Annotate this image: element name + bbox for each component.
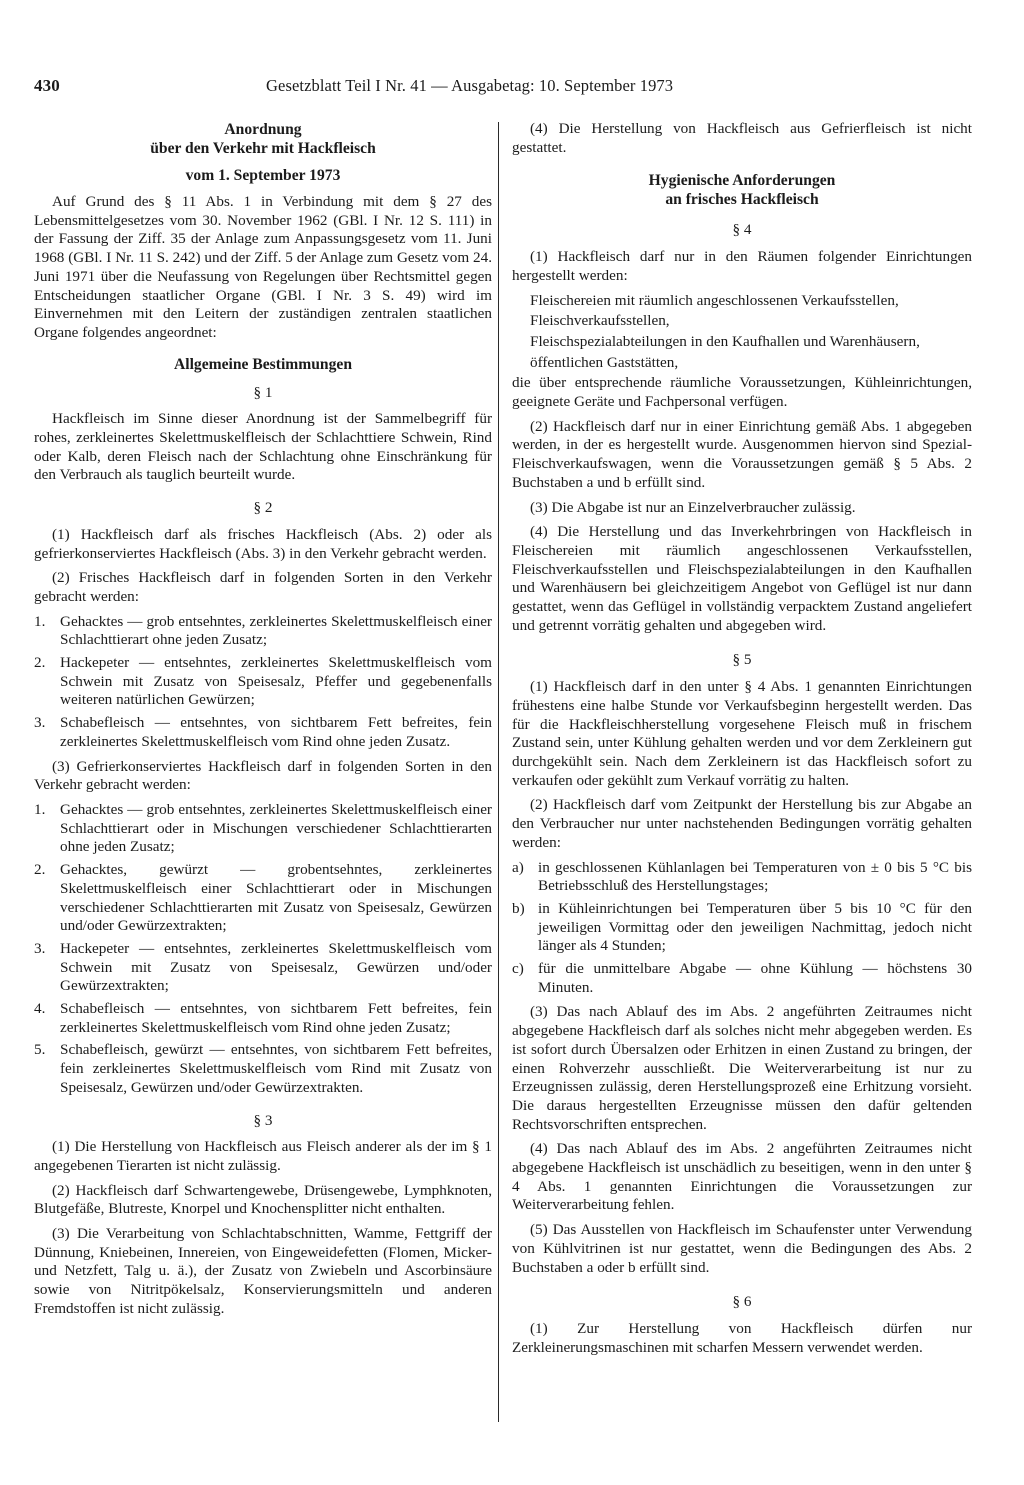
list-item: c) für die unmittelbare Abgabe — ohne Kühlung — höchstens 30 Minuten. xyxy=(512,960,972,996)
section-2-para-2: (2) Frisches Hackfleisch darf in folgenden Sorten in den Verkehr gebracht werden: xyxy=(34,569,492,605)
section-4-mark: § 4 xyxy=(732,221,752,239)
page-number: 430 xyxy=(34,76,60,95)
section-5-para-1: (1) Hackfleisch darf in den unter § 4 Abs. 1 genannten Einrichtungen frühestens eine halbe Stunde vor Verkaufsbeginn hergestellt werden. Das für die Hackfleischherstellung vorgesehene Fleisch muß in frischem Zustand sein, unter Kühlung gehalten werden und vor dem Zerkleinern gut durchgekühlt sein. Nach dem Zerkleinern ist das Hackfleisch sofort zu verkaufen oder gekühlt zum Verkauf vorrätig zu halten. xyxy=(512,678,972,789)
list-item: 5. Schabefleisch, gewürzt — entsehntes, von sichtbarem Fett befreites, fein zerkleinertes Skelettmuskelfleisch vom Rind mit Zusatz von Speisesalz, Gewürzen und/oder Gewürzextrakten. xyxy=(34,1041,492,1096)
section-4-para-1-list xyxy=(512,292,972,373)
section-3-para-2: (2) Hackfleisch darf Schwartengewebe, Drüsengewebe, Lymphknoten, Blutgefäße, Blutreste, Knorpel und Knochensplitter nicht enthalten. xyxy=(34,1181,492,1218)
section-heading-general: Allgemeine Bestimmungen xyxy=(173,355,352,373)
section-2-mark: § 2 xyxy=(253,499,273,517)
list-item: 4. Schabefleisch — entsehntes, von sichtbarem Fett befreites, fein zerkleinertes Skelettmuskelfleisch vom Rind ohne jeden Zusatz; xyxy=(34,1000,492,1036)
section-2-para-3-list xyxy=(34,801,492,1098)
page-header xyxy=(28,74,988,100)
section-4-para-1: (1) Hackfleisch darf nur in den Räumen folgender Einrichtungen hergestellt werden: xyxy=(512,248,972,284)
list-item: 2. Hackepeter — entsehntes, zerkleinertes Skelettmuskelfleisch vom Schwein mit Zusatz von Speisesalz, Pfeffer und gegebenenfalls weiteren natürlichen Gewürzen; xyxy=(34,654,492,709)
list-item: a) in geschlossenen Kühlanlagen bei Temperaturen von ± 0 bis 5 °C bis Betriebsschluß des Herstellungstages; xyxy=(512,858,972,895)
column-divider xyxy=(498,122,499,1422)
doc-date: vom 1. September 1973 xyxy=(185,167,341,184)
right-column xyxy=(512,120,972,1363)
list-item: 3. Hackepeter — entsehntes, zerkleinertes Skelettmuskelfleisch vom Schwein mit Zusatz von Speisesalz, Gewürzen und/oder Gewürzextrakten; xyxy=(34,939,492,995)
section-6-mark: § 6 xyxy=(732,1293,752,1311)
section-5-para-3: (3) Das nach Ablauf des im Abs. 2 angeführten Zeitraumes nicht abgegebene Hackfleisch darf als solches nicht mehr abgegeben werden. Es ist sofort durch Übersalzen oder Erhitzen in einen Zustand zu bringen, der einen Rohverzehr ausschließt. Die Weiterverarbeitung ist nur zu Erzeugnissen zulässig, deren Herstellungsprozeß eine Erhitzung vorsieht. Die daraus hergestellten Erzeugnisse müssen den dafür geltenden Rechtsvorschriften entsprechen. xyxy=(512,1003,972,1133)
doc-title-1: Anordnung xyxy=(224,121,302,138)
left-column xyxy=(34,120,492,1325)
doc-title-2: über den Verkehr mit Hackfleisch xyxy=(150,140,376,157)
section-5-para-2: (2) Hackfleisch darf vom Zeitpunkt der Herstellung bis zur Abgabe an den Verbraucher nur unter nachstehenden Bedingungen vorrätig gehalten werden: xyxy=(512,796,972,851)
section-1-mark: § 1 xyxy=(253,383,273,401)
preamble: Auf Grund des § 11 Abs. 1 in Verbindung mit dem § 27 des Lebensmittelgesetzes vom 30. November 1962 (GBl. I Nr. 12 S. 111) in der Fassung der Ziff. 35 der Anlage zum Anpassungsgesetz vom 11. Juni 1968 (GBl. I Nr. 11 S. 242) und der Ziff. 5 der Anlage zum Gesetz vom 24. Juni 1971 über die Neufassung von Regelungen über Rechtsmittel gegen Entscheidungen staatlicher Organe (GBl. I Nr. 3 S. 49) wird im Einvernehmen mit den Leitern der zuständigen zentralen staatlichen Organe folgendes angeordnet: xyxy=(34,193,492,341)
section-2-para-1: (1) Hackfleisch darf als frisches Hackfleisch (Abs. 2) oder als gefrierkonserviertes Hackfleisch (Abs. 3) in den Verkehr gebracht werden. xyxy=(34,525,492,562)
section-3-para-3: (3) Die Verarbeitung von Schlachtabschnitten, Wamme, Fettgriff der Dünnung, Kniebeinen, Innereien, von Eingeweidefetten (Flomen, Micker- und Netzfett, Talg u. ä.), der Zusatz von Zwiebeln und Ascorbinsäure sowie von Nitritpökelsalz, Konservierungsmitteln und anderen Fremdstoffen ist nicht zulässig. xyxy=(34,1225,492,1317)
list-item: 2. Gehacktes, gewürzt — grobentsehntes, zerkleinertes Skelettmuskelfleisch einer Schlachttierart oder in Mischungen verschiedener Schlachttierarten mit Zusatz von Speisesalz, Gewürzen und/oder Gewürzextrakten; xyxy=(34,861,492,935)
list-item: Fleischspezialabteilungen in den Kaufhallen und Warenhäusern, xyxy=(530,332,920,350)
list-item: 1. Gehacktes — grob entsehntes, zerkleinertes Skelettmuskelfleisch einer Schlachttierart oder in Mischungen verschiedener Schlachttierarten ohne jeden Zusatz; xyxy=(34,800,492,856)
list-item: 3. Schabefleisch — entsehntes, von sichtbarem Fett befreites, fein zerkleinertes Skelettmuskelfleisch vom Rind ohne jeden Zusatz. xyxy=(34,714,492,750)
list-item: Fleischverkaufsstellen, xyxy=(530,312,670,330)
section-4-para-4: (4) Die Herstellung und das Inverkehrbringen von Hackfleisch in Fleischereien mit räumlich angeschlossenen Verkaufsstellen, Fleischverkaufsstellen und Fleischspezialabteilungen in den Kaufhallen und Warenhäusern bei gleichzeitigem Angebot von Geflügel ist nur dann gestattet, wenn das Geflügel in vollständig verpacktem Zustand angeliefert und getrennt vorrätig gehalten und abgegeben wird. xyxy=(512,523,972,634)
section-heading-hygiene-1: Hygienische Anforderungen xyxy=(648,172,836,190)
section-2-para-2-list xyxy=(34,613,492,752)
section-4-para-3: (3) Die Abgabe ist nur an Einzelverbraucher zulässig. xyxy=(530,498,856,516)
section-4-para-1-tail: die über entsprechende räumliche Voraussetzungen, Kühleinrichtungen, geeignete Geräte und Fachpersonal verfügen. xyxy=(512,374,972,411)
section-3-para-1: (1) Die Herstellung von Hackfleisch aus Fleisch anderer als der im § 1 angegebenen Tierarten ist nicht zulässig. xyxy=(34,1138,492,1174)
list-item: b) in Kühleinrichtungen bei Temperaturen über 5 bis 10 °C für den jeweiligen Vormittag oder den jeweiligen Nachmittag, jedoch nicht länger als 4 Stunden; xyxy=(512,899,972,955)
section-2-para-3: (3) Gefrierkonserviertes Hackfleisch darf in folgenden Sorten in den Verkehr gebracht werden: xyxy=(34,757,492,794)
list-item: öffentlichen Gaststätten, xyxy=(530,353,679,371)
section-heading-hygiene-2: an frisches Hackfleisch xyxy=(665,191,819,209)
section-5-para-4: (4) Das nach Ablauf des im Abs. 2 angeführten Zeitraumes nicht abgegebene Hackfleisch ist unschädlich zu beseitigen, wenn in den unter § 4 Abs. 1 genannten Einrichtungen die Voraussetzungen zur Weiterverarbeitung fehlen. xyxy=(512,1140,972,1214)
section-5-para-5: (5) Das Ausstellen von Hackfleisch im Schaufenster unter Verwendung von Kühlvitrinen ist nur gestattet, wenn die Bedingungen des Abs. 2 Buchstaben a oder b erfüllt sind. xyxy=(512,1221,972,1276)
gazette-title: Gesetzblatt Teil I Nr. 41 — Ausgabetag: 10. September 1973 xyxy=(266,76,674,95)
section-5-para-2-list xyxy=(512,859,972,998)
section-6-para-1: (1) Zur Herstellung von Hackfleisch dürfen nur Zerkleinerungsmaschinen mit scharfen Messern verwendet werden. xyxy=(512,1319,972,1356)
section-1-text: Hackfleisch im Sinne dieser Anordnung ist der Sammelbegriff für rohes, zerkleinertes Skelettmuskelfleisch der Schlachttiere Schwein, Rind oder Kalb, deren Fleisch nach der Schlachtung ohne Einschränkung für den Verbrauch als tauglich beurteilt wurde. xyxy=(34,410,492,484)
list-item: 1. Gehacktes — grob entsehntes, zerkleinertes Skelettmuskelfleisch einer Schlachttierart ohne jeden Zusatz; xyxy=(34,612,492,649)
list-item: Fleischereien mit räumlich angeschlossenen Verkaufsstellen, xyxy=(530,291,899,309)
section-3-para-4: (4) Die Herstellung von Hackfleisch aus Gefrierfleisch ist nicht gestattet. xyxy=(512,120,972,156)
section-3-mark: § 3 xyxy=(253,1111,273,1129)
section-5-mark: § 5 xyxy=(732,651,752,669)
section-4-para-2: (2) Hackfleisch darf nur in einer Einrichtung gemäß Abs. 1 abgegeben werden, in der es hergestellt wurde. Ausgenommen hiervon sind Spezial-Fleischverkaufswagen, wenn die Voraussetzungen gemäß § 5 Abs. 2 Buchstaben a und b erfüllt sind. xyxy=(512,417,972,491)
